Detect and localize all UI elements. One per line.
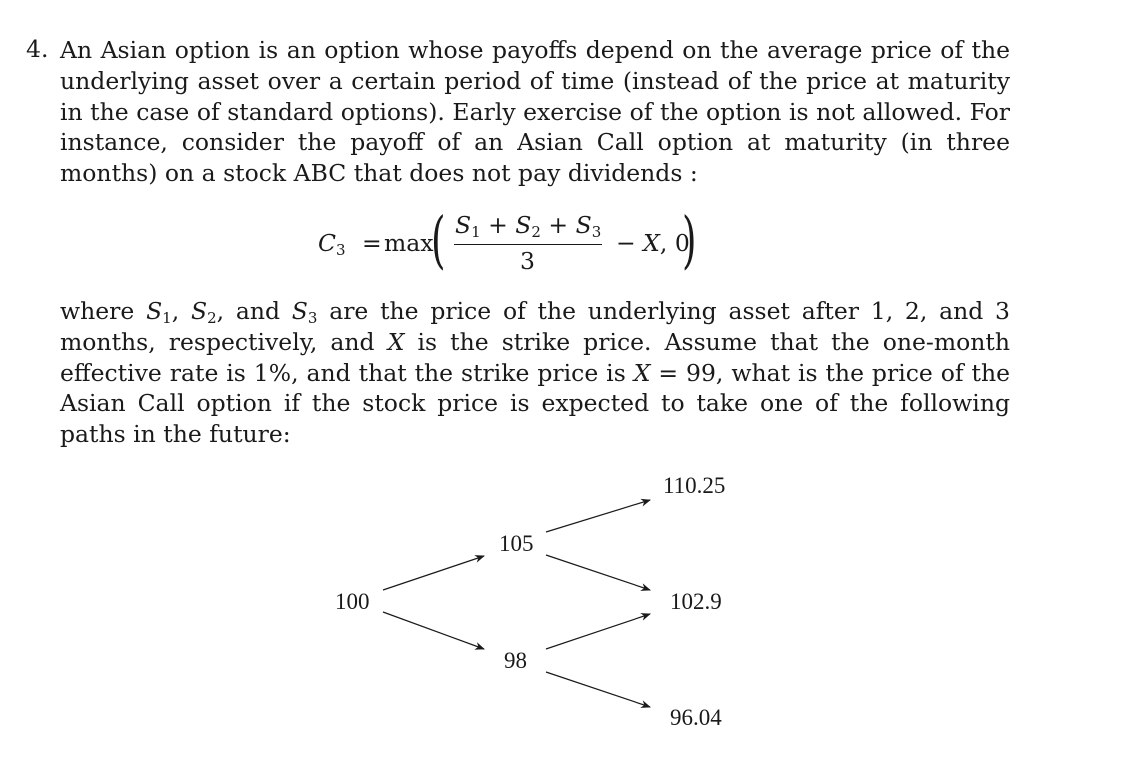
tree-node-up: 105 bbox=[499, 531, 534, 556]
tree-node-mid: 102.9 bbox=[670, 589, 722, 614]
formula-equals: = bbox=[362, 229, 382, 257]
question-number: 4. bbox=[26, 35, 49, 63]
arrow-down-mid bbox=[546, 614, 650, 649]
formula-numerator: $S_1 + S_2 + S_3$ bbox=[455, 211, 602, 241]
arrow-root-down bbox=[383, 612, 484, 649]
formula-tail: − X, 0 bbox=[616, 229, 690, 257]
formula-max: max bbox=[384, 229, 434, 257]
problem-details: where $S_1$, $S_2$, and $S_3$ are the price of the underlying asset after 1, 2, and 3 months, respectively, and X is the strike price. Assume that the one-month effective rate is 1%, and that the strike price is X = 99, what is the price of the Asian Call option if the stock price is expected to take one of the following paths in the future: bbox=[60, 297, 1011, 449]
arrow-up-mid bbox=[546, 555, 650, 590]
problem-intro: An Asian option is an option whose payoffs depend on the average price of the underlying asset over a certain period of time (instead of the price at maturity in the case of standard options). Early exercise of the option is not allowed. For instance, consider the payoff of an Asian Call option at maturity (in three months) on a stock ABC that does not pay dividends : bbox=[60, 36, 1010, 188]
arrow-root-up bbox=[383, 556, 484, 590]
arrow-up-up bbox=[546, 500, 650, 532]
formula-right-paren: ) bbox=[682, 203, 697, 276]
formula-denominator: 3 bbox=[520, 247, 535, 275]
tree-node-down-down: 96.04 bbox=[670, 705, 722, 730]
arrow-down-down bbox=[546, 672, 650, 707]
formula-left-paren: ( bbox=[431, 203, 446, 276]
tree-node-down: 98 bbox=[504, 648, 527, 673]
tree-node-up-up: 110.25 bbox=[663, 473, 726, 498]
formula-lhs: $C_3$ bbox=[318, 229, 346, 259]
tree-node-root: 100 bbox=[335, 589, 370, 614]
